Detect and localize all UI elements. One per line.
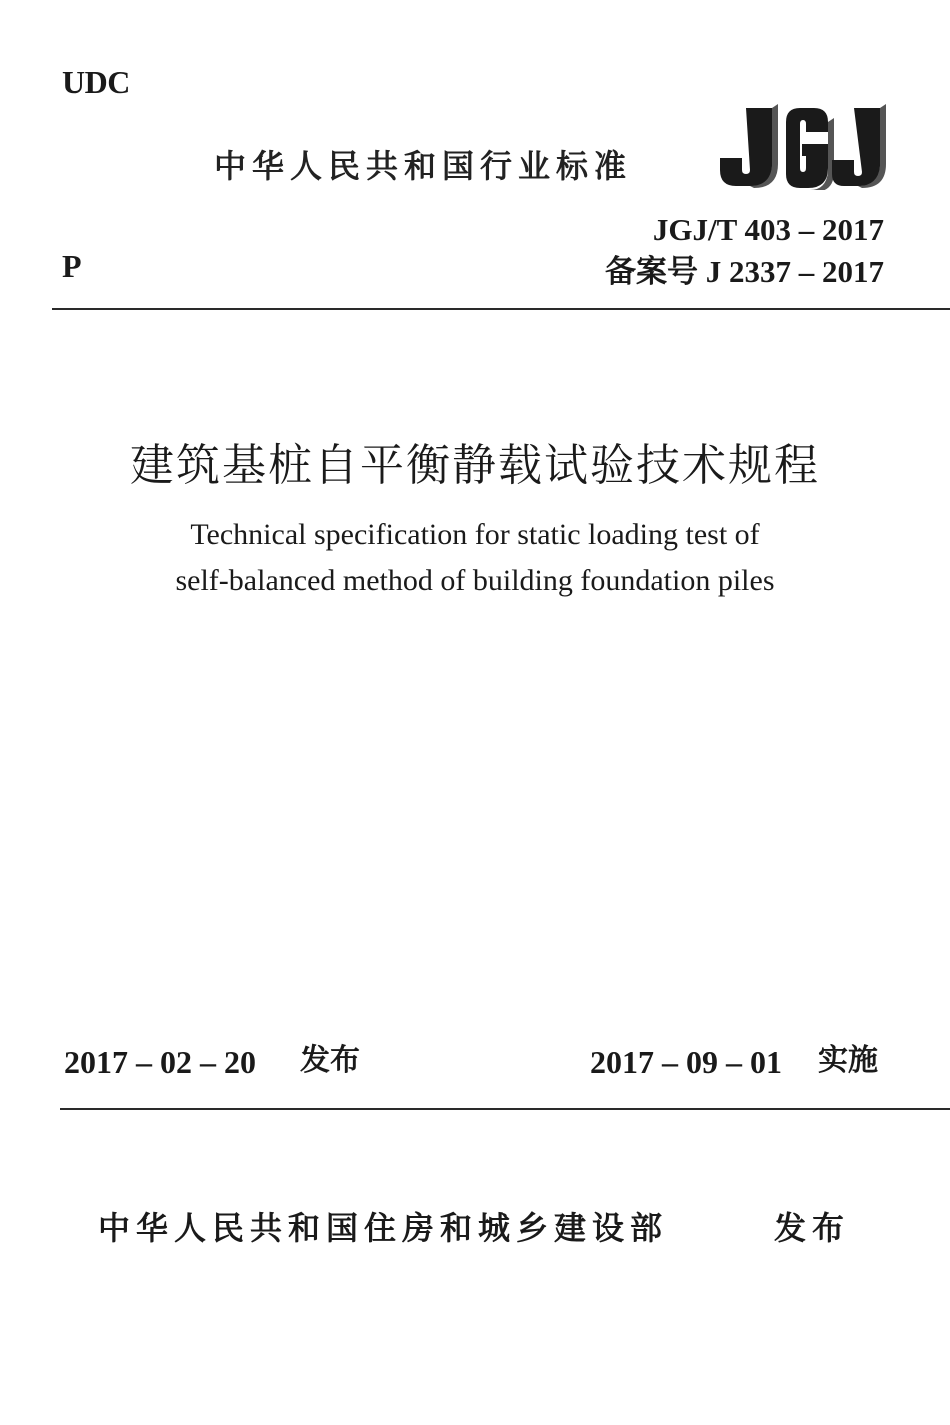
logo-letter-j-left <box>720 104 778 188</box>
jgj-logo <box>716 102 888 190</box>
record-number <box>605 256 884 288</box>
record-label: 备案号 <box>605 254 698 290</box>
logo-letter-g <box>786 108 834 190</box>
implementation-label: 实施 <box>818 1043 878 1078</box>
udc-code: UDC <box>62 64 130 100</box>
bottom-rule <box>60 1108 950 1110</box>
logo-letter-j-right <box>832 104 886 188</box>
standard-type: 中华人民共和国行业标准 <box>214 147 633 185</box>
title-english-line2: self-balanced method of building foundation piles <box>175 564 775 597</box>
implementation-date: 2017 – 09 – 01 <box>590 1044 782 1080</box>
category-code: P <box>62 248 82 284</box>
title-chinese: 建筑基桩自平衡静载试验技术规程 <box>130 440 820 491</box>
record-number-value: J 2337 – 2017 <box>705 254 884 289</box>
publisher-action: 发布 <box>774 1209 851 1247</box>
issue-label: 发布 <box>300 1043 360 1078</box>
standard-number: JGJ/T 403 – 2017 <box>652 212 884 247</box>
top-rule <box>52 308 950 310</box>
issue-date: 2017 – 02 – 20 <box>64 1044 256 1080</box>
title-english-line1: Technical specification for static loading test of <box>190 518 760 551</box>
publisher: 中华人民共和国住房和城乡建设部 <box>98 1209 669 1247</box>
